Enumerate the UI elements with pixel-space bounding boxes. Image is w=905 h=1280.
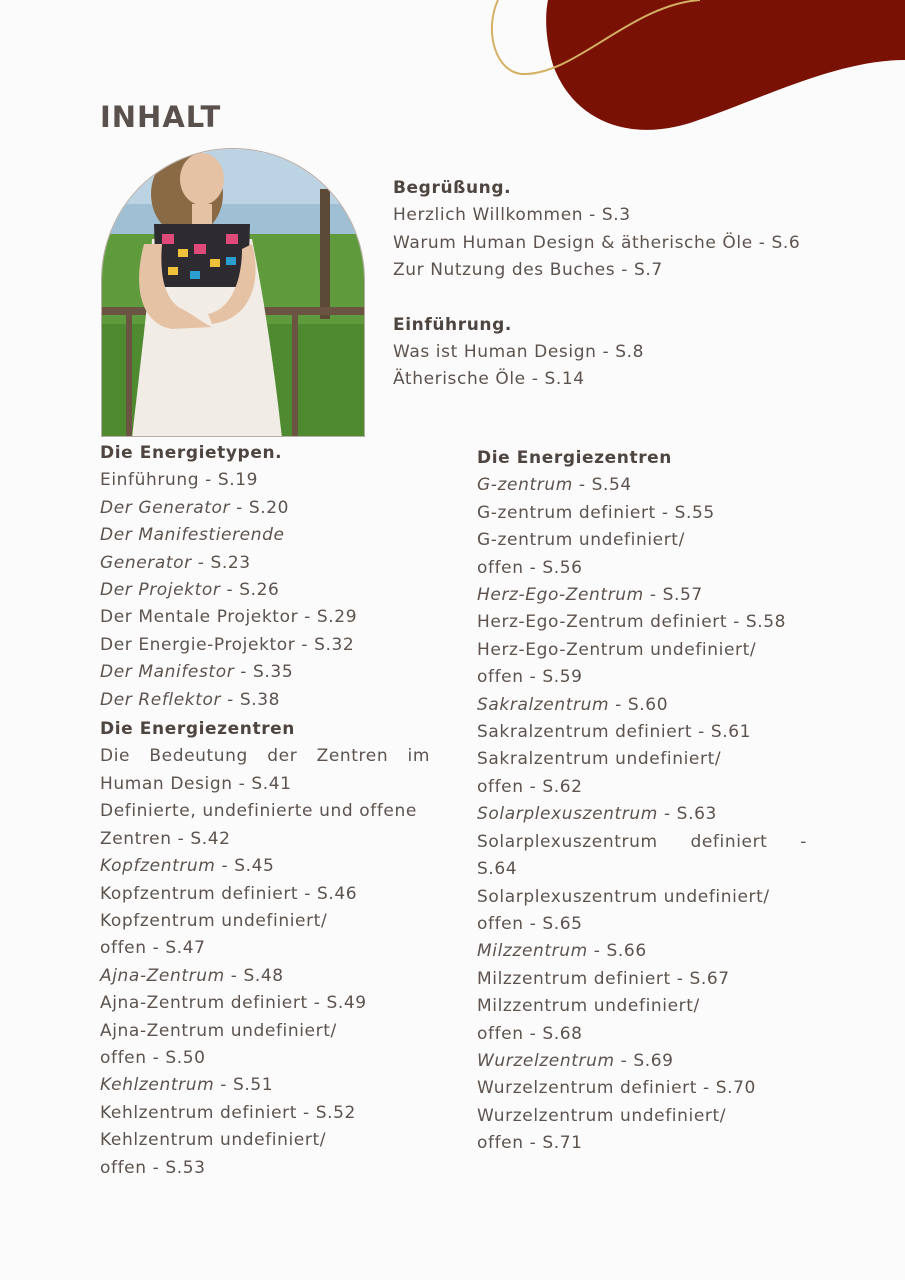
toc-entry: offen - S.56 [477,557,583,578]
toc-entry: Der Mentale Projektor - S.29 [100,607,358,628]
toc-entry: Was ist Human Design - S.8 [393,342,645,363]
toc-entry: Wurzelzentrum undefiniert/ [477,1105,727,1126]
toc-entry: offen - S.65 [477,913,583,934]
toc-entry: Der Manifestierende [100,525,285,546]
toc-entry: Sakralzentrum - S.60 [477,694,669,715]
toc-right-column [477,445,807,1158]
toc-entry: offen - S.68 [477,1023,583,1044]
section-heading: Begrüßung. [393,178,512,198]
toc-entry: Sakralzentrum undefiniert/ [477,749,722,770]
toc-entry: Milzzentrum definiert - S.67 [477,968,730,989]
toc-entry: Solarplexuszentrum - S.63 [477,804,717,825]
toc-entry: Solarplexuszentrum undefiniert/ [477,886,770,907]
toc-entry: G-zentrum definiert - S.55 [477,502,715,523]
toc-entry: Herz-Ego-Zentrum - S.57 [477,585,703,606]
section-heading: Die Energietypen. [100,443,283,463]
toc-entry: Einführung - S.19 [100,470,259,491]
toc-entry: offen - S.59 [477,667,583,688]
toc-entry: G-zentrum - S.54 [477,475,632,496]
toc-entry: Human Design - S.41 [100,773,292,794]
page-title: INHALT [100,100,222,134]
toc-left-column [100,440,430,1182]
toc-entry: Kopfzentrum definiert - S.46 [100,883,358,904]
toc-entry: Kopfzentrum - S.45 [100,856,275,877]
toc-entry: G-zentrum undefiniert/ [477,530,685,551]
toc-entry: offen - S.53 [100,1157,206,1178]
toc-entry: Kopfzentrum undefiniert/ [100,910,328,931]
toc-entry: offen - S.47 [100,938,206,959]
toc-entry: offen - S.62 [477,776,583,797]
toc-entry: Herzlich Willkommen - S.3 [393,205,631,226]
toc-entry: offen - S.50 [100,1047,206,1068]
toc-entry: Ätherische Öle - S.14 [393,369,585,390]
toc-entry: Der Manifestor - S.35 [100,662,294,683]
toc-entry: Der Energie-Projektor - S.32 [100,634,355,655]
toc-entry: Kehlzentrum undefiniert/ [100,1130,327,1151]
toc-entry: Zentren - S.42 [100,828,231,849]
toc-entry: Wurzelzentrum definiert - S.70 [477,1078,756,1099]
toc-entry: Generator - S.23 [100,552,251,573]
toc-entry: S.64 [477,859,518,880]
toc-entry: Wurzelzentrum - S.69 [477,1050,674,1071]
toc-entry: Kehlzentrum definiert - S.52 [100,1102,356,1123]
toc-entry: Ajna-Zentrum - S.48 [100,965,284,986]
intro-toc [393,175,800,394]
toc-entry: Der Reflektor - S.38 [100,689,281,710]
toc-entry: Die Bedeutung der Zentren im [100,746,430,767]
toc-entry: Zur Nutzung des Buches - S.7 [393,260,663,281]
toc-entry: Sakralzentrum definiert - S.61 [477,722,752,743]
toc-entry: Definierte, undefinierte und offene [100,801,417,822]
toc-entry: Der Projektor - S.26 [100,580,280,601]
toc-entry: offen - S.71 [477,1133,583,1154]
portrait-photo [101,148,365,437]
section-heading: Die Energiezentren [100,719,296,740]
toc-entry: Kehlzentrum - S.51 [100,1075,274,1096]
toc-entry: Warum Human Design & ätherische Öle - S.6 [393,232,801,253]
toc-entry: Ajna-Zentrum undefiniert/ [100,1020,337,1041]
toc-entry: Herz-Ego-Zentrum undefiniert/ [477,639,757,660]
toc-entry: Herz-Ego-Zentrum definiert - S.58 [477,612,787,633]
toc-entry: Der Generator - S.20 [100,497,290,518]
section-heading: Einführung. [393,314,512,335]
toc-entry: Ajna-Zentrum definiert - S.49 [100,993,367,1014]
toc-entry: Milzzentrum undefiniert/ [477,996,700,1017]
toc-entry: Milzzentrum - S.66 [477,941,647,962]
section-heading: Die Energiezentren [477,448,673,468]
toc-entry: Solarplexuszentrum definiert - [477,831,807,852]
